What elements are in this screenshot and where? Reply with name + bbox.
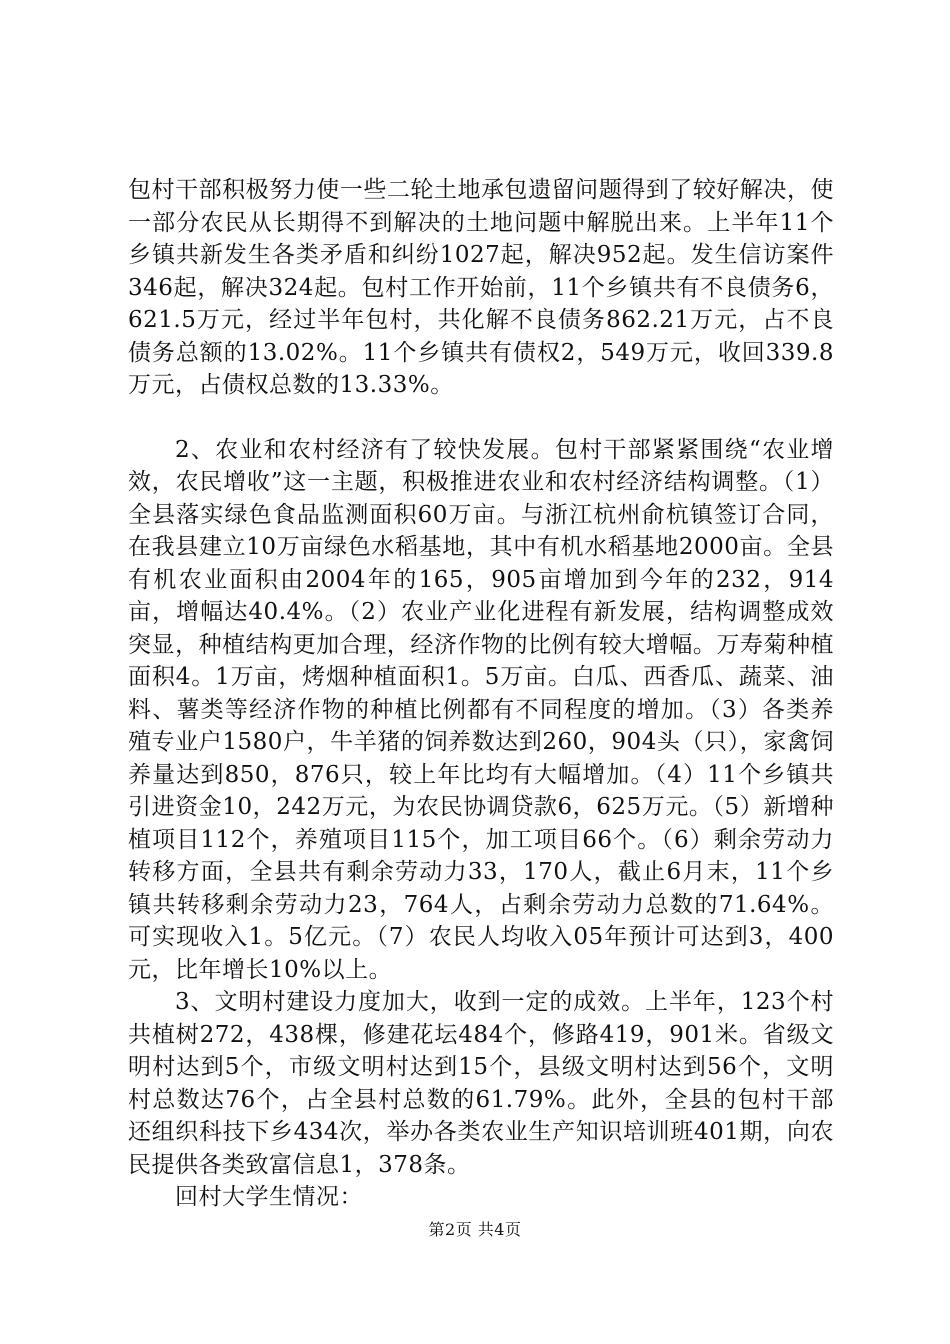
paragraph-civilized-village: 3、文明村建设力度加大，收到一定的成效。上半年，123个村共植树272，438棵，修建花坛484个，修路419，901米。省级文明村达到5个，市级文明村达到15个，县级文明村达到56个，文明村总数达76个，占全县村总数的61.79%。此外，全县的包村干部还组织科技下乡434次，举办各类农业生产知识培训班401期，向农民提供各类致富信息1，378条。 bbox=[128, 989, 834, 1178]
document-body bbox=[128, 174, 834, 1214]
paragraph-agriculture-development: 2、农业和农村经济有了较快发展。包村干部紧紧围绕“农业增效，农民增收”这一主题，积极推进农业和农村经济结构调整。（1）全县落实绿色食品监测面积60万亩。与浙江杭州俞杭镇签订合同，在我县建立10万亩绿色水稻基地，其中有机水稻基地2000亩。全县有机农业面积由2004年的165，905亩增加到今年的232，914亩，增幅达40.4%。（2）农业产业化进程有新发展，结构调整成效突显，种植结构更加合理，经济作物的比例有较大增幅。万寿菊种植面积4。1万亩，烤烟种植面积1。5万亩。白瓜、西香瓜、蔬菜、油料、薯类等经济作物的种植比例都有不同程度的增加。（3）各类养殖专业户1580户，牛羊猪的饲养数达到260，904头（只），家禽饲养量达到850，876只，较上年比均有大幅增加。（4）11个乡镇共引进资金10，242万元，为农民协调贷款6，625万元。（5）新增种植项目112个，养殖项目115个，加工项目66个。（6）剩余劳动力转移方面，全县共有剩余劳动力33，170人，截止6月末，11个乡镇共转移剩余劳动力23，764人，占剩余劳动力总数的71.64%。可实现收入1。5亿元。（7）农民人均收入05年预计可达到3，400元，比年增长10%以上。 bbox=[128, 436, 834, 983]
paragraph-returning-graduates: 回村大学生情况： bbox=[175, 1184, 363, 1210]
paragraph-land-disputes: 包村干部积极努力使一些二轮土地承包遗留问题得到了较好解决，使一部分农民从长期得不到解决的土地问题中解脱出来。上半年11个乡镇共新发生各类矛盾和纠纷1027起，解决952起。发生信访案件346起，解决324起。包村工作开始前，11个乡镇共有不良债务6，621.5万元，经过半年包村，共化解不良债务862.21万元，占不良债务总额的13.02%。11个乡镇共有债权2，549万元，收回339.8万元，占债权总数的13.33%。 bbox=[128, 177, 834, 398]
page-number-footer: 第2页 共4页 bbox=[428, 1220, 522, 1239]
